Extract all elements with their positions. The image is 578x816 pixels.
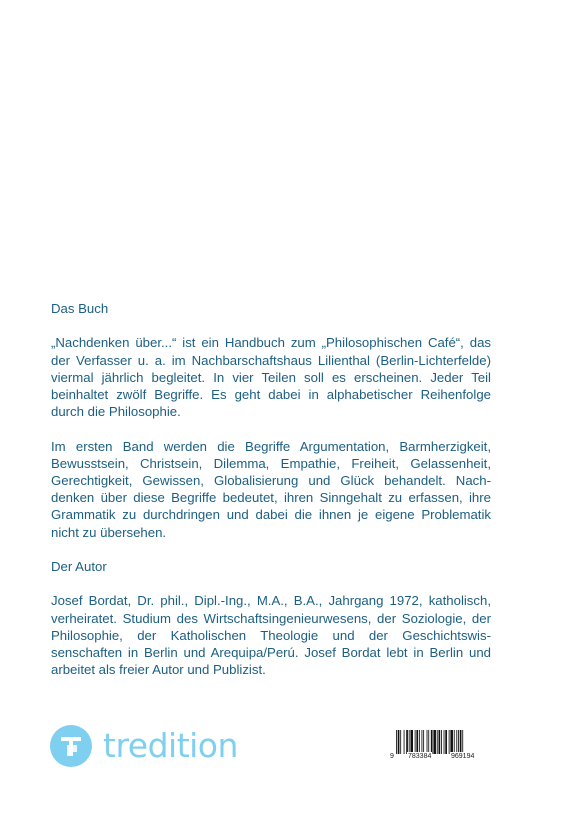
barcode-bar <box>427 730 428 754</box>
back-cover-text <box>51 300 491 696</box>
barcode-bar <box>450 730 453 754</box>
author-bio-paragraph: Josef Bordat, Dr. phil., Dipl.-Ing., M.A., B.A., Jahrgang 1972, katholisch, verheiratet. Studium des Wirtschaftsingenieurwesens, der Soziologie, der Philosophie, der Katholischen Theologie und der Geschichtswissenschaften in Berlin und Arequipa/Perú. Josef Bordat lebt in Berlin und arbeitet als freier Autor und Publizist. <box>51 593 491 678</box>
tredition-logo-icon <box>50 725 92 767</box>
barcode-bar <box>406 730 408 754</box>
barcode-bar <box>423 730 424 754</box>
book-description-paragraph-2: Im ersten Band werden die Begriffe Argumentation, Barmherzigkeit, Bewusstsein, Christsein, Dilemma, Empathie, Freiheit, Gelassenheit, Gerechtigkeit, Gewissen, Globalisierung und Glück behandelt. Nachdenken über diese Begriffe bedeutet, ihren Sinngehalt zu erfassen, ihre Grammatik zu durchdringen und dabei die ihnen je eigene Problematik nicht zu übersehen. <box>51 438 491 540</box>
barcode-digit-first: 9 <box>390 753 394 760</box>
barcode-bar <box>433 730 436 754</box>
barcode-bar <box>462 730 463 754</box>
publisher-name: tredition <box>103 726 238 765</box>
barcode-bar <box>437 730 438 754</box>
barcode-bar <box>449 730 450 754</box>
barcode-digits-group-1: 783384 <box>408 753 432 760</box>
isbn-barcode <box>390 730 490 762</box>
barcode-bar <box>422 730 423 754</box>
barcode-bar <box>419 730 420 754</box>
barcode-bar <box>444 730 445 754</box>
barcode-bar <box>400 730 401 754</box>
barcode-bar <box>445 730 447 754</box>
barcode-bar <box>458 730 459 754</box>
barcode-bar <box>454 730 455 754</box>
barcode-bar <box>409 730 410 754</box>
barcode-bar <box>456 730 457 754</box>
barcode-digits-group-2: 969194 <box>451 753 475 760</box>
barcode-bar <box>416 730 418 754</box>
book-heading: Das Buch <box>51 301 109 316</box>
barcode-bar <box>410 730 413 754</box>
barcode-bar <box>460 730 462 754</box>
book-description-paragraph-1: „Nachdenken über...“ ist ein Handbuch zum „Philosophischen Café“, das der Verfasser u. a. im Nachbarschaftshaus Lilienthal (Berlin-Lichterfelde) viermal jährlich begleitet. In vier Teilen soll es erscheinen. Jeder Teil beinhaltet zwölf Begriffe. Es geht dabei in alphabetischer Reihenfolge durch die Philosophie. <box>51 335 491 420</box>
barcode-bar <box>439 730 441 754</box>
author-heading: Der Autor <box>51 559 107 574</box>
publisher-logo <box>50 724 238 768</box>
barcode-bar <box>431 730 433 754</box>
barcode-bar <box>396 730 397 754</box>
barcode-bar <box>404 730 405 754</box>
barcode-bar <box>441 730 442 754</box>
barcode-digits <box>390 752 490 762</box>
barcode-bar <box>398 730 400 754</box>
barcode-bar <box>415 730 416 754</box>
barcode-bar <box>428 730 429 754</box>
